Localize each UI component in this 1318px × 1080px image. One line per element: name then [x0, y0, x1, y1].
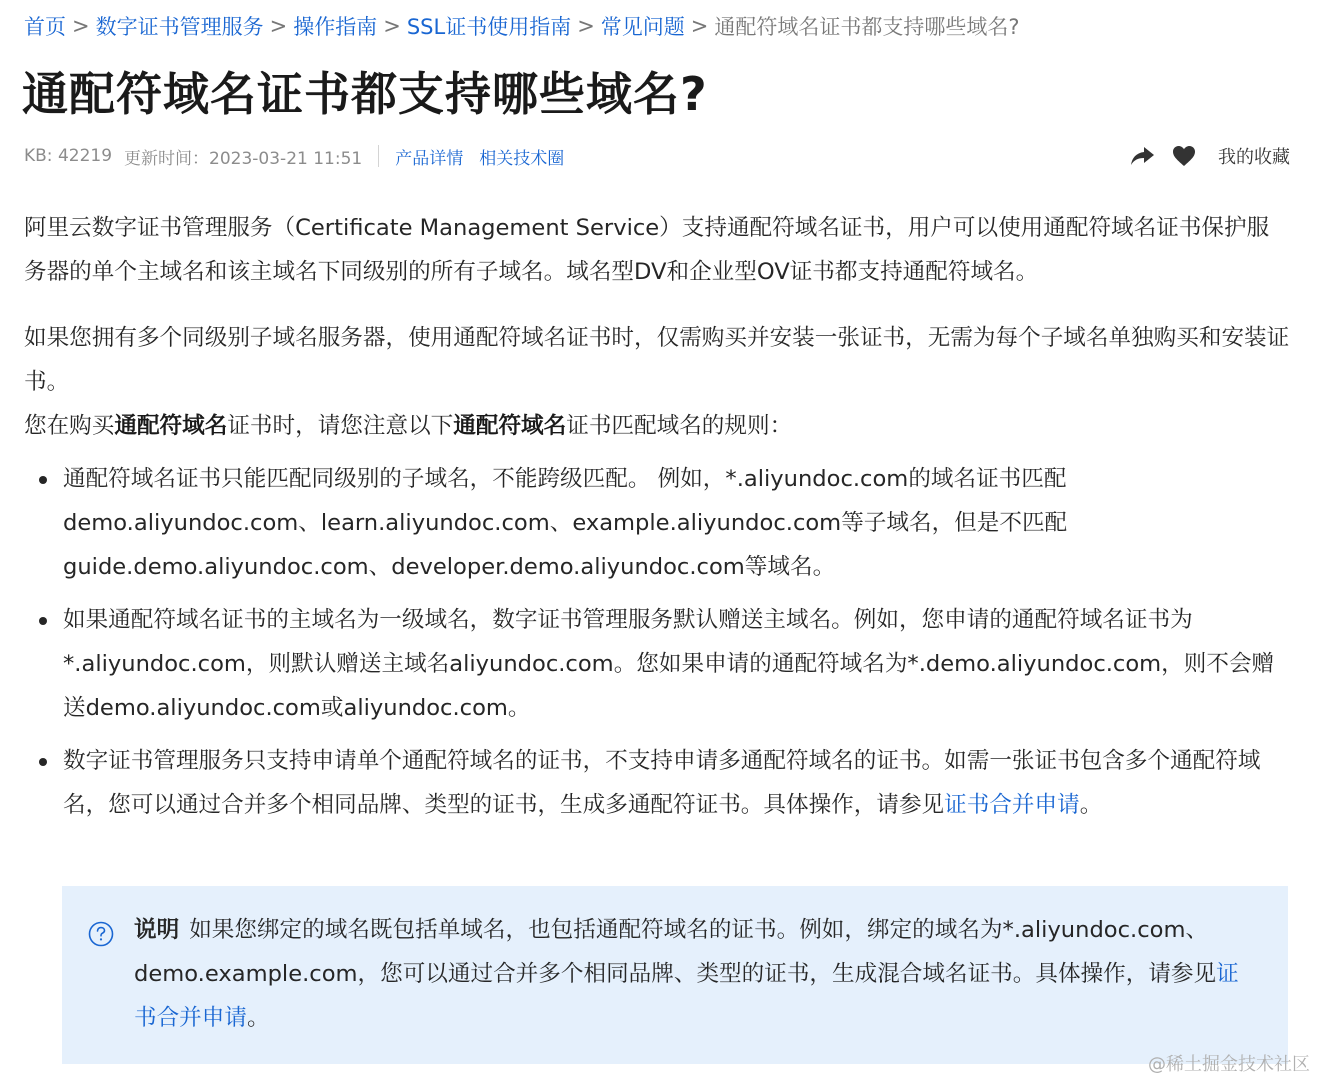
rule-text: 如果通配符域名证书的主域名为一级域名，数字证书管理服务默认赠送主域名。例如，您申请的通配符域名证书为*.aliyundoc.com，则默认赠送主域名aliyundoc.com。您如果申请的通配符域名为*.demo.aliyundoc.com，则不会赠送demo.aliyundoc.com或aliyundoc.com。	[63, 607, 1275, 721]
kb-number: KB: 42219	[24, 146, 113, 166]
note-box	[62, 886, 1288, 1064]
cert-merge-link[interactable]: 证书合并申请	[944, 792, 1080, 818]
breadcrumb-separator: >	[383, 14, 401, 38]
note-text	[134, 908, 1258, 1040]
breadcrumb-faq[interactable]: 常见问题	[600, 15, 685, 39]
breadcrumb-separator: >	[72, 14, 90, 38]
list-item	[24, 457, 1290, 589]
rules-list	[24, 457, 1290, 827]
note-end: 。	[246, 1005, 270, 1031]
breadcrumb-current: 通配符域名证书都支持哪些域名?	[714, 15, 1020, 39]
page-title: 通配符域名证书都支持哪些域名?	[22, 67, 708, 121]
rules-intro-bold: 通配符域名	[114, 413, 228, 439]
rules-intro	[24, 404, 1290, 448]
note-body: 如果您绑定的域名既包括单域名，也包括通配符域名的证书。例如，绑定的域名为*.aliyundoc.com、demo.example.com，您可以通过合并多个相同品牌、类型的证书，生成混合域名证书。具体操作，请参见	[134, 917, 1217, 987]
rules-intro-text: 您在购买	[24, 413, 115, 439]
breadcrumb-certificate-service[interactable]: 数字证书管理服务	[95, 15, 264, 39]
article-body	[24, 206, 1290, 836]
product-details-link[interactable]: 产品详情	[395, 148, 464, 169]
note-label: 说明	[134, 917, 180, 943]
tech-circle-link[interactable]: 相关技术圈	[479, 148, 565, 169]
rule-text: 通配符域名证书只能匹配同级别的子域名，不能跨级匹配。 例如，*.aliyundoc.com的域名证书匹配demo.aliyundoc.com、learn.aliyundoc.com、example.aliyundoc.com等子域名，但是不匹配guide.demo.aliyundoc.com、developer.demo.aliyundoc.com等域名。	[63, 466, 1068, 580]
bullet-dot	[39, 617, 47, 625]
breadcrumb-home[interactable]: 首页	[24, 15, 66, 39]
rule-end: 。	[1079, 792, 1103, 818]
question-circle-icon	[88, 918, 114, 944]
breadcrumb	[24, 10, 1020, 42]
breadcrumb-separator: >	[577, 14, 595, 38]
breadcrumb-ssl-guide[interactable]: SSL证书使用指南	[406, 15, 572, 39]
rule-text: 数字证书管理服务只支持申请单个通配符域名的证书，不支持申请多通配符域名的证书。如需一张证书包含多个通配符域名，您可以通过合并多个相同品牌、类型的证书，生成多通配符证书。具体操作，请参见	[63, 748, 1261, 818]
meta-divider	[378, 145, 379, 167]
heart-icon[interactable]	[1170, 142, 1198, 170]
share-icon[interactable]	[1128, 142, 1156, 170]
breadcrumb-operation-guide[interactable]: 操作指南	[293, 15, 378, 39]
list-item	[24, 598, 1290, 730]
breadcrumb-separator: >	[269, 14, 288, 38]
update-time: 更新时间：2023-03-21 11:51	[124, 148, 363, 169]
intro-paragraph: 阿里云数字证书管理服务（Certificate Management Service）支持通配符域名证书，用户可以使用通配符域名证书保护服务器的单个主域名和该主域名下同级别的所有子域名。域名型DV和企业型OV证书都支持通配符域名。	[24, 215, 1270, 285]
rules-intro-text: 证书时，请您注意以下	[227, 413, 454, 439]
note-cert-merge-link[interactable]: 证书合并申请	[134, 961, 1239, 1031]
rules-intro-bold: 通配符域名	[453, 413, 567, 439]
single-cert-paragraph: 如果您拥有多个同级别子域名服务器，使用通配符域名证书时，仅需购买并安装一张证书，无需为每个子域名单独购买和安装证书。	[24, 325, 1290, 395]
watermark: @稀土掘金技术社区	[1148, 1054, 1310, 1075]
bullet-dot	[39, 758, 47, 766]
breadcrumb-separator: >	[690, 14, 709, 38]
rules-intro-text: 证书匹配域名的规则：	[566, 413, 793, 439]
article-meta	[24, 140, 1290, 172]
my-favorites-button[interactable]: 我的收藏	[1218, 147, 1290, 168]
list-item	[24, 739, 1290, 827]
bullet-dot	[39, 476, 47, 484]
article-actions	[1114, 142, 1290, 170]
